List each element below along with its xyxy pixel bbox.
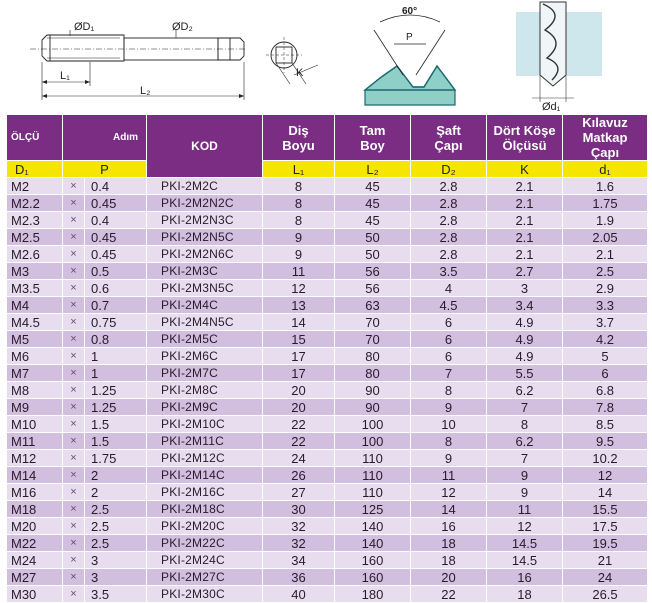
drill-diameter-cell: 8.5	[563, 416, 648, 433]
pitch-cell: 1.5	[85, 416, 147, 433]
thread-length-cell: 26	[263, 467, 335, 484]
table-row	[7, 365, 648, 382]
total-length-cell: 70	[335, 314, 411, 331]
thread-length-cell: 32	[263, 535, 335, 552]
thread-length-cell: 27	[263, 484, 335, 501]
table-row	[7, 348, 648, 365]
drill-diameter-cell: 7.8	[563, 399, 648, 416]
total-length-cell: 100	[335, 433, 411, 450]
size-cell: M3.5	[7, 280, 63, 297]
kod-cell: PKI-2M5C	[147, 331, 263, 348]
table-row	[7, 229, 648, 246]
total-length-cell: 140	[335, 518, 411, 535]
times-cell: ×	[63, 586, 85, 603]
times-cell: ×	[63, 382, 85, 399]
square-size-cell: 18	[487, 586, 563, 603]
size-cell: M2.5	[7, 229, 63, 246]
shank-diameter-cell: 10	[411, 416, 487, 433]
thread-length-cell: 12	[263, 280, 335, 297]
pitch-cell: 2.5	[85, 535, 147, 552]
thread-length-cell: 22	[263, 433, 335, 450]
times-cell: ×	[63, 331, 85, 348]
size-cell: M14	[7, 467, 63, 484]
pitch-cell: 2.5	[85, 518, 147, 535]
total-length-cell: 160	[335, 552, 411, 569]
kod-cell: PKI-2M9C	[147, 399, 263, 416]
pitch-cell: 0.45	[85, 229, 147, 246]
times-cell: ×	[63, 263, 85, 280]
times-cell: ×	[63, 178, 85, 195]
total-length-cell: 45	[335, 178, 411, 195]
pitch-cell: 3.5	[85, 586, 147, 603]
times-cell: ×	[63, 433, 85, 450]
thread-length-cell: 36	[263, 569, 335, 586]
pitch-cell: 1.5	[85, 433, 147, 450]
square-size-cell: 2.1	[487, 246, 563, 263]
shank-diameter-cell: 6	[411, 348, 487, 365]
k-label: K	[296, 67, 304, 79]
total-length-cell: 80	[335, 365, 411, 382]
kod-cell: PKI-2M2N3C	[147, 212, 263, 229]
size-cell: M3	[7, 263, 63, 280]
square-size-cell: 2.1	[487, 178, 563, 195]
size-cell: M7	[7, 365, 63, 382]
times-cell: ×	[63, 246, 85, 263]
thread-length-cell: 8	[263, 178, 335, 195]
drill-diameter-cell: 4.2	[563, 331, 648, 348]
shank-diameter-cell: 2.8	[411, 178, 487, 195]
tap-side-view	[30, 30, 246, 100]
table-row	[7, 535, 648, 552]
thread-length-cell: 22	[263, 416, 335, 433]
subheader-dd1: d₁	[563, 161, 648, 178]
square-size-cell: 6.2	[487, 382, 563, 399]
total-length-cell: 160	[335, 569, 411, 586]
l1-label: L₁	[60, 70, 70, 82]
square-size-cell: 3	[487, 280, 563, 297]
table-row	[7, 280, 648, 297]
total-length-cell: 70	[335, 331, 411, 348]
pitch-cell: 2	[85, 467, 147, 484]
total-length-cell: 56	[335, 280, 411, 297]
shank-diameter-cell: 8	[411, 382, 487, 399]
subheader-l2: L₂	[335, 161, 411, 178]
total-length-cell: 100	[335, 416, 411, 433]
total-length-cell: 180	[335, 586, 411, 603]
pitch-label: P	[406, 32, 413, 43]
size-cell: M9	[7, 399, 63, 416]
table-row	[7, 569, 648, 586]
spec-table-body	[7, 178, 648, 603]
kod-cell: PKI-2M24C	[147, 552, 263, 569]
square-size-cell: 11	[487, 501, 563, 518]
square-size-cell: 2.7	[487, 263, 563, 280]
thread-length-cell: 15	[263, 331, 335, 348]
shank-diameter-cell: 3.5	[411, 263, 487, 280]
size-cell: M2	[7, 178, 63, 195]
table-row	[7, 212, 648, 229]
pitch-cell: 3	[85, 552, 147, 569]
pitch-cell: 2	[85, 484, 147, 501]
header-dort-kose: Dört Köşe Ölçüsü	[487, 115, 563, 161]
times-cell: ×	[63, 484, 85, 501]
shank-diameter-cell: 2.8	[411, 246, 487, 263]
drill-diameter-cell: 1.9	[563, 212, 648, 229]
pitch-cell: 0.6	[85, 280, 147, 297]
pitch-cell: 0.5	[85, 263, 147, 280]
pitch-cell: 0.8	[85, 331, 147, 348]
drill-diameter-cell: 5	[563, 348, 648, 365]
pitch-cell: 0.7	[85, 297, 147, 314]
pitch-cell: 0.4	[85, 178, 147, 195]
thread-length-cell: 32	[263, 518, 335, 535]
square-size-cell: 8	[487, 416, 563, 433]
table-row	[7, 195, 648, 212]
shank-diameter-cell: 2.8	[411, 229, 487, 246]
table-row	[7, 399, 648, 416]
times-cell: ×	[63, 467, 85, 484]
kod-cell: PKI-2M6C	[147, 348, 263, 365]
pitch-cell: 0.45	[85, 195, 147, 212]
pitch-cell: 0.45	[85, 246, 147, 263]
shank-diameter-cell: 2.8	[411, 212, 487, 229]
subheader-d1: D₁	[7, 161, 63, 178]
size-cell: M16	[7, 484, 63, 501]
times-cell: ×	[63, 229, 85, 246]
drill-diameter-cell: 15.5	[563, 501, 648, 518]
drill-diameter-cell: 12	[563, 467, 648, 484]
drill-diameter-cell: 6	[563, 365, 648, 382]
drill-diameter-cell: 3.3	[563, 297, 648, 314]
thread-length-cell: 8	[263, 195, 335, 212]
total-length-cell: 80	[335, 348, 411, 365]
shank-diameter-cell: 20	[411, 569, 487, 586]
drill-diameter-cell: 2.1	[563, 246, 648, 263]
shank-diameter-cell: 12	[411, 484, 487, 501]
square-size-cell: 4.9	[487, 331, 563, 348]
size-cell: M18	[7, 501, 63, 518]
shank-diameter-cell: 6	[411, 314, 487, 331]
thread-length-cell: 9	[263, 229, 335, 246]
times-cell: ×	[63, 195, 85, 212]
technical-diagrams	[0, 0, 652, 113]
shank-diameter-cell: 6	[411, 331, 487, 348]
table-row	[7, 246, 648, 263]
kod-cell: PKI-2M3N5C	[147, 280, 263, 297]
size-cell: M4.5	[7, 314, 63, 331]
header-saft-capi: Şaft Çapı	[411, 115, 487, 161]
size-cell: M20	[7, 518, 63, 535]
shank-diameter-cell: 22	[411, 586, 487, 603]
total-length-cell: 110	[335, 450, 411, 467]
size-cell: M2.2	[7, 195, 63, 212]
table-row	[7, 450, 648, 467]
kod-cell: PKI-2M4C	[147, 297, 263, 314]
size-cell: M2.6	[7, 246, 63, 263]
square-size-cell: 2.1	[487, 229, 563, 246]
thread-length-cell: 20	[263, 399, 335, 416]
pitch-cell: 1.25	[85, 382, 147, 399]
table-row	[7, 263, 648, 280]
table-row	[7, 552, 648, 569]
times-cell: ×	[63, 552, 85, 569]
kod-cell: PKI-2M30C	[147, 586, 263, 603]
kod-cell: PKI-2M4N5C	[147, 314, 263, 331]
kod-cell: PKI-2M22C	[147, 535, 263, 552]
shank-diameter-cell: 4	[411, 280, 487, 297]
thread-length-cell: 40	[263, 586, 335, 603]
kod-cell: PKI-2M2N6C	[147, 246, 263, 263]
table-row	[7, 484, 648, 501]
size-cell: M30	[7, 586, 63, 603]
table-row	[7, 314, 648, 331]
times-cell: ×	[63, 348, 85, 365]
thread-profile	[365, 15, 455, 105]
header-dis-boyu: Diş Boyu	[263, 115, 335, 161]
drill-diameter-cell: 1.75	[563, 195, 648, 212]
shank-diameter-cell: 7	[411, 365, 487, 382]
pitch-cell: 1	[85, 365, 147, 382]
size-cell: M12	[7, 450, 63, 467]
kod-cell: PKI-2M14C	[147, 467, 263, 484]
kod-cell: PKI-2M2C	[147, 178, 263, 195]
shank-diameter-cell: 9	[411, 399, 487, 416]
kod-cell: PKI-2M10C	[147, 416, 263, 433]
size-cell: M24	[7, 552, 63, 569]
size-cell: M27	[7, 569, 63, 586]
square-end-view	[266, 37, 318, 84]
drill-diameter-cell: 14	[563, 484, 648, 501]
total-length-cell: 50	[335, 229, 411, 246]
thread-length-cell: 34	[263, 552, 335, 569]
size-cell: M4	[7, 297, 63, 314]
thread-length-cell: 24	[263, 450, 335, 467]
thread-length-cell: 30	[263, 501, 335, 518]
drill-diameter-cell: 3.7	[563, 314, 648, 331]
shank-diameter-cell: 18	[411, 552, 487, 569]
total-length-cell: 110	[335, 484, 411, 501]
square-size-cell: 5.5	[487, 365, 563, 382]
kod-cell: PKI-2M18C	[147, 501, 263, 518]
square-size-cell: 16	[487, 569, 563, 586]
shank-diameter-cell: 2.8	[411, 195, 487, 212]
subheader-p: P	[63, 161, 147, 178]
times-cell: ×	[63, 297, 85, 314]
drill-diameter-label: Ød₁	[542, 101, 561, 113]
shank-diameter-cell: 4.5	[411, 297, 487, 314]
drill-diameter-cell: 26.5	[563, 586, 648, 603]
square-size-cell: 14.5	[487, 552, 563, 569]
square-size-cell: 9	[487, 484, 563, 501]
total-length-cell: 110	[335, 467, 411, 484]
table-row	[7, 467, 648, 484]
pitch-cell: 1.25	[85, 399, 147, 416]
size-cell: M10	[7, 416, 63, 433]
thread-length-cell: 13	[263, 297, 335, 314]
times-cell: ×	[63, 518, 85, 535]
square-size-cell: 2.1	[487, 212, 563, 229]
times-cell: ×	[63, 280, 85, 297]
times-cell: ×	[63, 212, 85, 229]
total-length-cell: 90	[335, 382, 411, 399]
shank-diameter-cell: 11	[411, 467, 487, 484]
table-row	[7, 331, 648, 348]
kod-cell: PKI-2M12C	[147, 450, 263, 467]
kod-cell: PKI-2M2N2C	[147, 195, 263, 212]
total-length-cell: 50	[335, 246, 411, 263]
square-size-cell: 7	[487, 399, 563, 416]
times-cell: ×	[63, 314, 85, 331]
total-length-cell: 45	[335, 212, 411, 229]
total-length-cell: 90	[335, 399, 411, 416]
shank-diameter-cell: 16	[411, 518, 487, 535]
drill-diameter-cell: 2.5	[563, 263, 648, 280]
total-length-cell: 125	[335, 501, 411, 518]
shank-diameter-cell: 18	[411, 535, 487, 552]
thread-length-cell: 8	[263, 212, 335, 229]
subheader-d2: D₂	[411, 161, 487, 178]
kod-cell: PKI-2M16C	[147, 484, 263, 501]
total-length-cell: 45	[335, 195, 411, 212]
square-size-cell: 3.4	[487, 297, 563, 314]
size-cell: M8	[7, 382, 63, 399]
thread-length-cell: 9	[263, 246, 335, 263]
square-size-cell: 7	[487, 450, 563, 467]
drill-diameter-cell: 24	[563, 569, 648, 586]
size-cell: M2.3	[7, 212, 63, 229]
tap-spec-table	[6, 114, 648, 603]
size-cell: M11	[7, 433, 63, 450]
header-kod: KOD	[147, 115, 263, 178]
pitch-cell: 2.5	[85, 501, 147, 518]
l2-label: L₂	[140, 85, 151, 97]
times-cell: ×	[63, 450, 85, 467]
drill-diameter-cell: 9.5	[563, 433, 648, 450]
drill-diameter-cell: 21	[563, 552, 648, 569]
kod-cell: PKI-2M2N5C	[147, 229, 263, 246]
kod-cell: PKI-2M20C	[147, 518, 263, 535]
pitch-cell: 3	[85, 569, 147, 586]
header-kilavuz: Kılavuz Matkap Çapı	[563, 115, 648, 161]
square-size-cell: 4.9	[487, 348, 563, 365]
d2-label: ØD₂	[172, 21, 193, 33]
header-adim: Adım	[63, 115, 147, 161]
drill-diameter-cell: 1.6	[563, 178, 648, 195]
drill-diameter-cell: 2.05	[563, 229, 648, 246]
drill-diameter-cell: 10.2	[563, 450, 648, 467]
pitch-cell: 1	[85, 348, 147, 365]
table-row	[7, 416, 648, 433]
thread-length-cell: 17	[263, 348, 335, 365]
pitch-cell: 1.75	[85, 450, 147, 467]
times-cell: ×	[63, 535, 85, 552]
kod-cell: PKI-2M3C	[147, 263, 263, 280]
total-length-cell: 140	[335, 535, 411, 552]
header-olcu: ÖLÇÜ	[7, 115, 63, 161]
shank-diameter-cell: 14	[411, 501, 487, 518]
drill-bit	[516, 2, 602, 102]
square-size-cell: 12	[487, 518, 563, 535]
drill-diameter-cell: 2.9	[563, 280, 648, 297]
kod-cell: PKI-2M11C	[147, 433, 263, 450]
header-tam-boy: Tam Boy	[335, 115, 411, 161]
shank-diameter-cell: 8	[411, 433, 487, 450]
table-row	[7, 518, 648, 535]
size-cell: M22	[7, 535, 63, 552]
kod-cell: PKI-2M8C	[147, 382, 263, 399]
thread-length-cell: 20	[263, 382, 335, 399]
thread-length-cell: 17	[263, 365, 335, 382]
square-size-cell: 14.5	[487, 535, 563, 552]
size-cell: M5	[7, 331, 63, 348]
angle-label: 60°	[402, 6, 418, 17]
table-row	[7, 382, 648, 399]
square-size-cell: 9	[487, 467, 563, 484]
times-cell: ×	[63, 399, 85, 416]
pitch-cell: 0.4	[85, 212, 147, 229]
shank-diameter-cell: 9	[411, 450, 487, 467]
table-row	[7, 433, 648, 450]
kod-cell: PKI-2M7C	[147, 365, 263, 382]
table-row	[7, 178, 648, 195]
table-row	[7, 586, 648, 603]
drill-diameter-cell: 19.5	[563, 535, 648, 552]
times-cell: ×	[63, 569, 85, 586]
times-cell: ×	[63, 365, 85, 382]
table-row	[7, 501, 648, 518]
kod-cell: PKI-2M27C	[147, 569, 263, 586]
total-length-cell: 56	[335, 263, 411, 280]
table-row	[7, 297, 648, 314]
drill-diameter-cell: 17.5	[563, 518, 648, 535]
pitch-cell: 0.75	[85, 314, 147, 331]
d1-label: ØD₁	[74, 21, 95, 33]
square-size-cell: 4.9	[487, 314, 563, 331]
subheader-k: K	[487, 161, 563, 178]
times-cell: ×	[63, 416, 85, 433]
square-size-cell: 2.1	[487, 195, 563, 212]
total-length-cell: 63	[335, 297, 411, 314]
square-size-cell: 6.2	[487, 433, 563, 450]
thread-length-cell: 14	[263, 314, 335, 331]
thread-length-cell: 11	[263, 263, 335, 280]
subheader-l1: L₁	[263, 161, 335, 178]
drill-diameter-cell: 6.8	[563, 382, 648, 399]
times-cell: ×	[63, 501, 85, 518]
size-cell: M6	[7, 348, 63, 365]
